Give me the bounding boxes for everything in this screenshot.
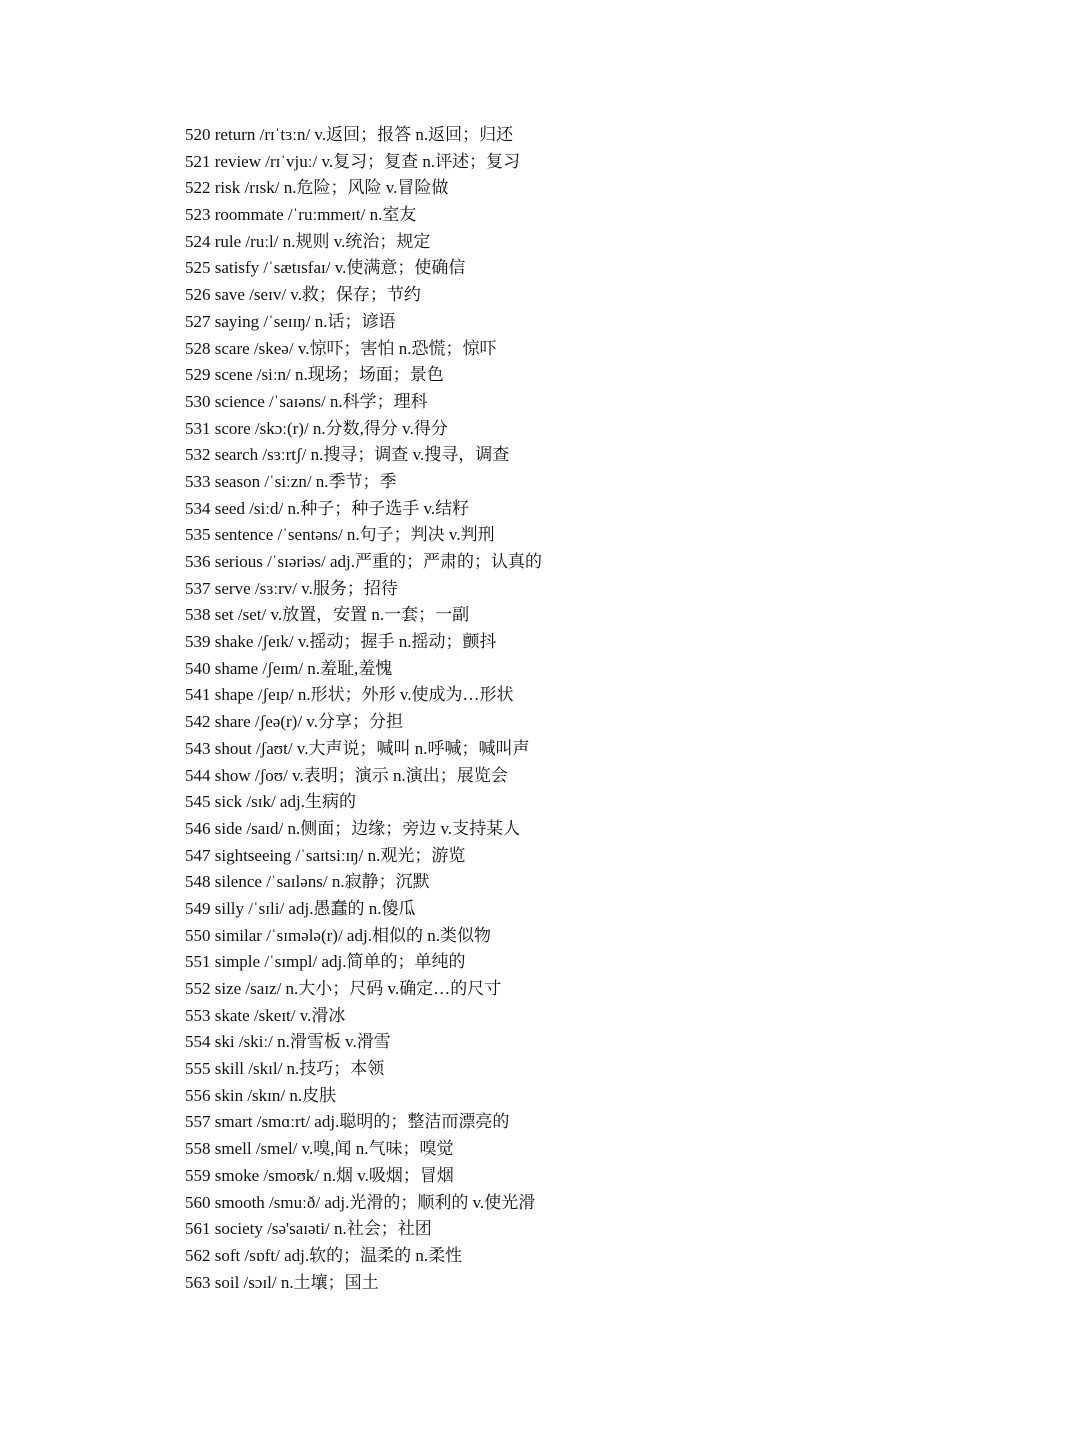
vocab-entry: 548 silence /ˈsaɪləns/ n.寂静；沉默 (185, 872, 430, 892)
vocab-entry: 536 serious /ˈsɪəriəs/ adj.严重的；严肃的；认真的 (185, 552, 542, 571)
vocab-entry: 541 shape /ʃeɪp/ n.形状；外形 v.使成为…形状 (185, 685, 514, 705)
vocab-entry: 531 score /skɔː(r)/ n.分数,得分 v.得分 (185, 418, 448, 438)
vocab-entry: 558 smell /smel/ v.嗅,闻 n.气味；嗅觉 (185, 1139, 454, 1159)
vocab-entry: 535 sentence /ˈsentəns/ n.句子；判决 v.判刑 (185, 525, 495, 545)
vocab-entry: 563 soil /sɔɪl/ n.土壤；国土 (185, 1272, 379, 1292)
vocab-entry: 525 satisfy /ˈsætɪsfaɪ/ v.使满意；使确信 (185, 258, 466, 278)
vocab-entry: 546 side /saɪd/ n.侧面；边缘；旁边 v.支持某人 (185, 818, 521, 838)
vocab-entry: 523 roommate /ˈruːmmeɪt/ n.室友 (185, 205, 417, 225)
vocab-entry: 542 share /ʃeə(r)/ v.分享；分担 (185, 712, 403, 732)
vocab-entry: 552 size /saɪz/ n.大小；尺码 v.确定…的尺寸 (185, 979, 502, 998)
vocab-entry: 520 return /rɪˈtɜːn/ v.返回；报答 n.返回；归还 (185, 125, 514, 144)
vocab-entry: 532 search /sɜːrtʃ/ n.搜寻；调查 v.搜寻，调查 (185, 445, 510, 465)
vocab-entry: 534 seed /siːd/ n.种子；种子选手 v.结籽 (185, 498, 470, 518)
vocab-entry: 555 skill /skɪl/ n.技巧；本领 (185, 1059, 385, 1079)
vocab-entry: 528 scare /skeə/ v.惊吓；害怕 n.恐慌；惊吓 (185, 338, 497, 358)
vocab-entry: 527 saying /ˈseɪɪŋ/ n.话；谚语 (185, 311, 396, 331)
vocab-entry: 543 shout /ʃaʊt/ v.大声说；喊叫 n.呼喊；喊叫声 (185, 738, 530, 758)
vocab-entry: 562 soft /sɒft/ adj.软的；温柔的 n.柔性 (185, 1245, 463, 1265)
vocab-entry: 554 ski /skiː/ n.滑雪板 v.滑雪 (185, 1032, 391, 1052)
vocab-entry: 556 skin /skɪn/ n.皮肤 (185, 1085, 337, 1105)
vocab-entry: 522 risk /rɪsk/ n.危险；风险 v.冒险做 (185, 178, 449, 198)
vocab-entry: 550 similar /ˈsɪmələ(r)/ adj.相似的 n.类似物 (185, 925, 491, 945)
vocabulary-list (185, 122, 542, 1296)
vocab-entry: 537 serve /sɜːrv/ v.服务；招待 (185, 578, 398, 598)
vocab-entry: 547 sightseeing /ˈsaɪtsiːɪŋ/ n.观光；游览 (185, 845, 466, 865)
vocab-entry: 553 skate /skeɪt/ v.滑冰 (185, 1005, 346, 1025)
vocab-entry: 544 show /ʃoʊ/ v.表明；演示 n.演出；展览会 (185, 765, 508, 785)
vocab-entry: 551 simple /ˈsɪmpl/ adj.简单的；单纯的 (185, 952, 466, 972)
vocab-entry: 560 smooth /smuːð/ adj.光滑的；顺利的 v.使光滑 (185, 1192, 536, 1212)
vocab-entry: 530 science /ˈsaɪəns/ n.科学；理科 (185, 391, 428, 411)
vocab-entry: 545 sick /sɪk/ adj.生病的 (185, 792, 356, 812)
vocab-entry: 533 season /ˈsiːzn/ n.季节；季 (185, 471, 397, 491)
vocab-entry: 539 shake /ʃeɪk/ v.摇动；握手 n.摇动；颤抖 (185, 632, 497, 652)
vocab-entry: 521 review /rɪˈvjuː/ v.复习；复查 n.评述；复习 (185, 151, 521, 171)
vocab-entry: 549 silly /ˈsɪli/ adj.愚蠢的 n.傻瓜 (185, 898, 416, 918)
vocab-entry: 540 shame /ʃeɪm/ n.羞耻,羞愧 (185, 658, 393, 678)
vocab-entry: 557 smart /smɑːrt/ adj.聪明的；整洁而漂亮的 (185, 1112, 510, 1132)
vocab-entry: 538 set /set/ v.放置，安置 n.一套；一副 (185, 605, 470, 625)
vocab-entry: 524 rule /ruːl/ n.规则 v.统治；规定 (185, 231, 431, 251)
vocab-entry: 561 society /sə'saɪəti/ n.社会；社团 (185, 1219, 432, 1239)
vocab-entry: 529 scene /siːn/ n.现场；场面；景色 (185, 365, 444, 385)
vocab-entry: 559 smoke /smoʊk/ n.烟 v.吸烟；冒烟 (185, 1165, 454, 1185)
vocab-entry: 526 save /seɪv/ v.救；保存；节约 (185, 285, 421, 305)
